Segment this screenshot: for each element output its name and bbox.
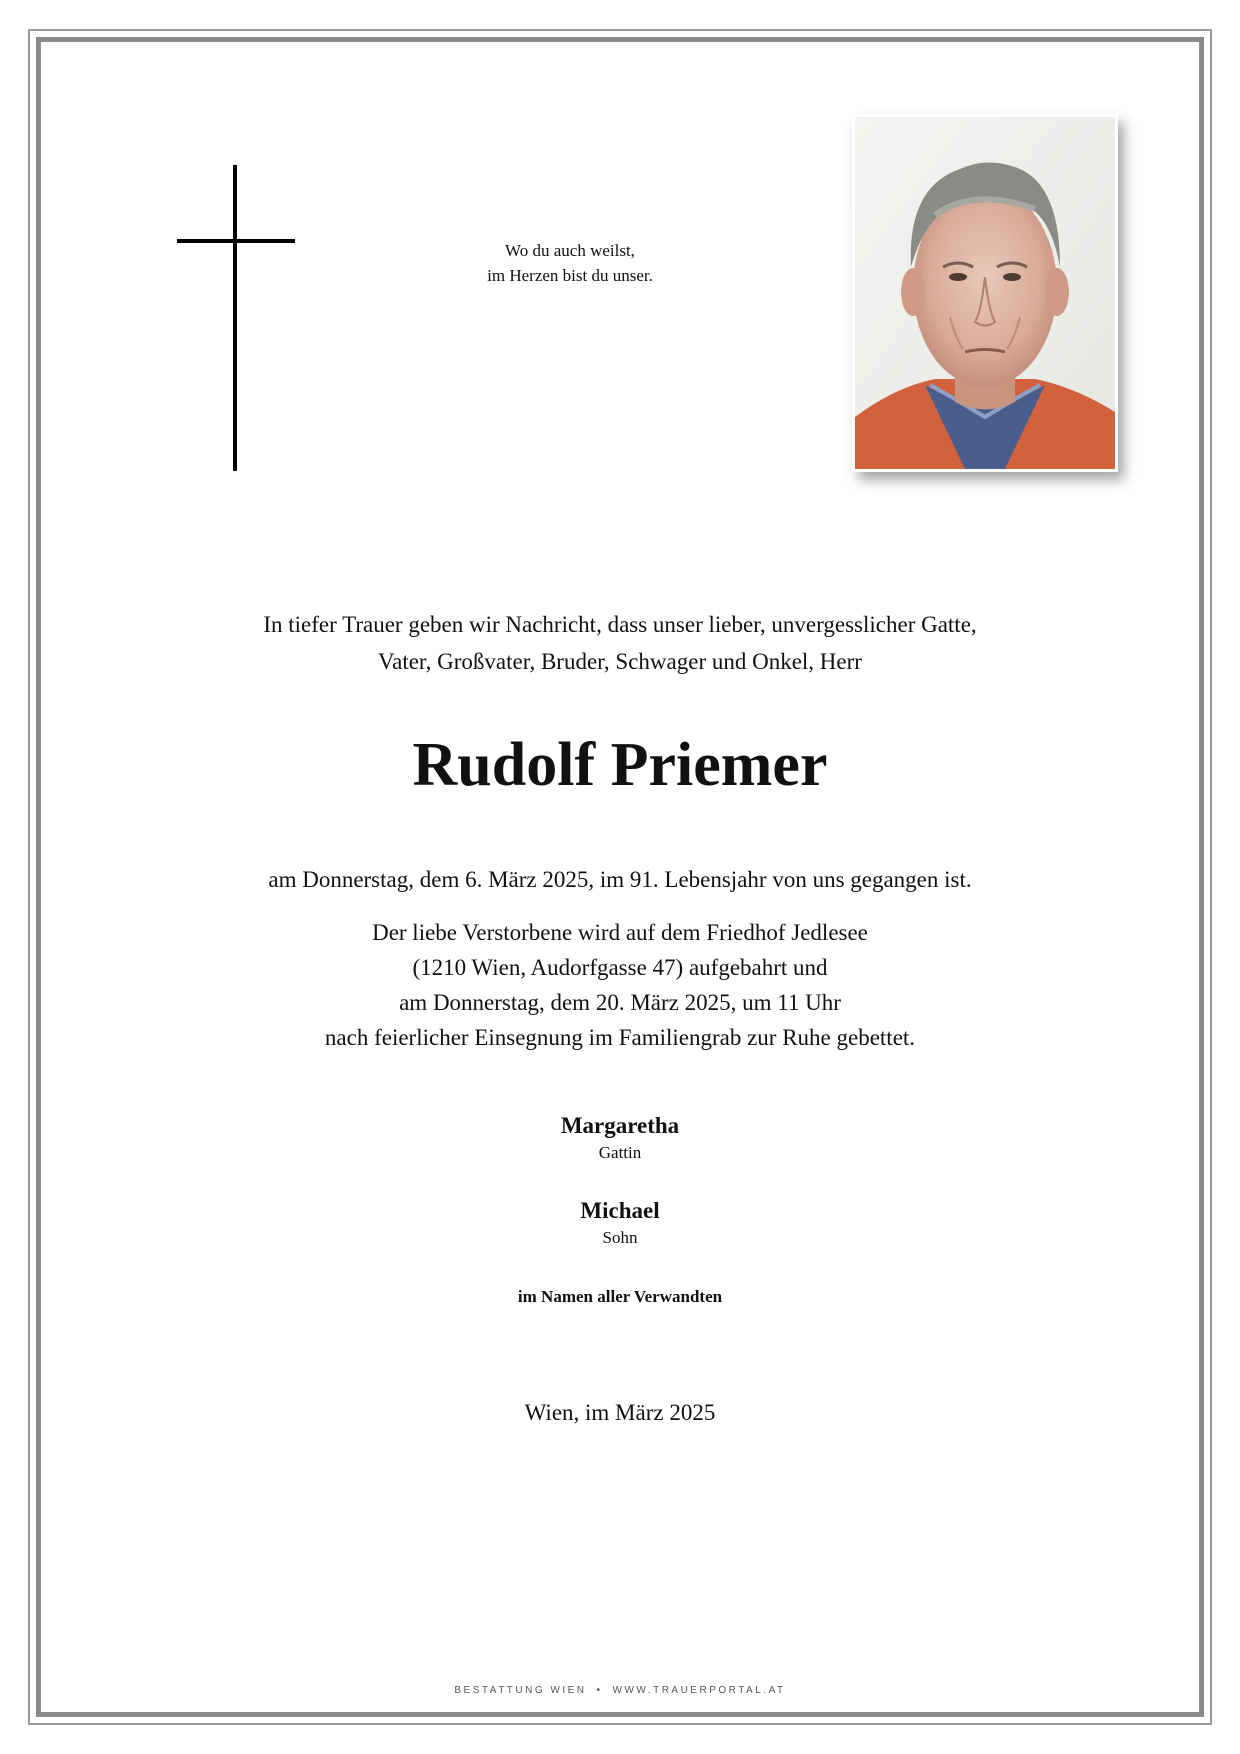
motto-line-2: im Herzen bist du unser. xyxy=(487,266,653,285)
announcement-intro xyxy=(140,606,1100,680)
funeral-line-2: (1210 Wien, Audorfgasse 47) aufgebahrt und xyxy=(412,955,828,980)
portrait-photo-icon xyxy=(855,117,1115,469)
funeral-line-3: am Donnerstag, dem 20. März 2025, um 11 Uhr xyxy=(399,990,841,1015)
cross-horizontal-bar xyxy=(177,239,295,243)
passing-date-text: am Donnerstag, dem 6. März 2025, im 91. Lebensjahr von uns gegangen ist. xyxy=(268,867,972,892)
intro-line-1: In tiefer Trauer geben wir Nachricht, dass unser lieber, unvergesslicher Gatte, xyxy=(263,612,977,637)
mourner-name: Margaretha xyxy=(560,1113,680,1138)
mourner-item xyxy=(420,1196,820,1250)
footer-company: BESTATTUNG WIEN xyxy=(454,1685,587,1696)
mourner-item xyxy=(420,1111,820,1165)
mourner-name: Michael xyxy=(580,1198,660,1223)
place-and-date: Wien, im März 2025 xyxy=(524,1400,716,1425)
footer-separator: • xyxy=(596,1685,603,1696)
footer xyxy=(320,1684,920,1698)
cross-vertical-bar xyxy=(233,165,237,471)
relatives-note: im Namen aller Verwandten xyxy=(517,1287,723,1306)
motto-line-1: Wo du auch weilst, xyxy=(505,241,635,260)
mourner-relation: Gattin xyxy=(598,1143,642,1162)
intro-line-2: Vater, Großvater, Bruder, Schwager und Onkel, Herr xyxy=(378,649,862,674)
footer-website-link[interactable]: WWW.TRAUERPORTAL.AT xyxy=(612,1685,786,1696)
funeral-details xyxy=(140,915,1100,1055)
portrait-photo xyxy=(852,114,1118,472)
motto xyxy=(420,238,720,288)
funeral-line-4: nach feierlicher Einsegnung im Familiengrab zur Ruhe gebettet. xyxy=(324,1025,916,1050)
funeral-line-1: Der liebe Verstorbene wird auf dem Friedhof Jedlesee xyxy=(372,920,868,945)
deceased-name: Rudolf Priemer xyxy=(412,731,828,799)
mourner-relation: Sohn xyxy=(602,1228,638,1247)
